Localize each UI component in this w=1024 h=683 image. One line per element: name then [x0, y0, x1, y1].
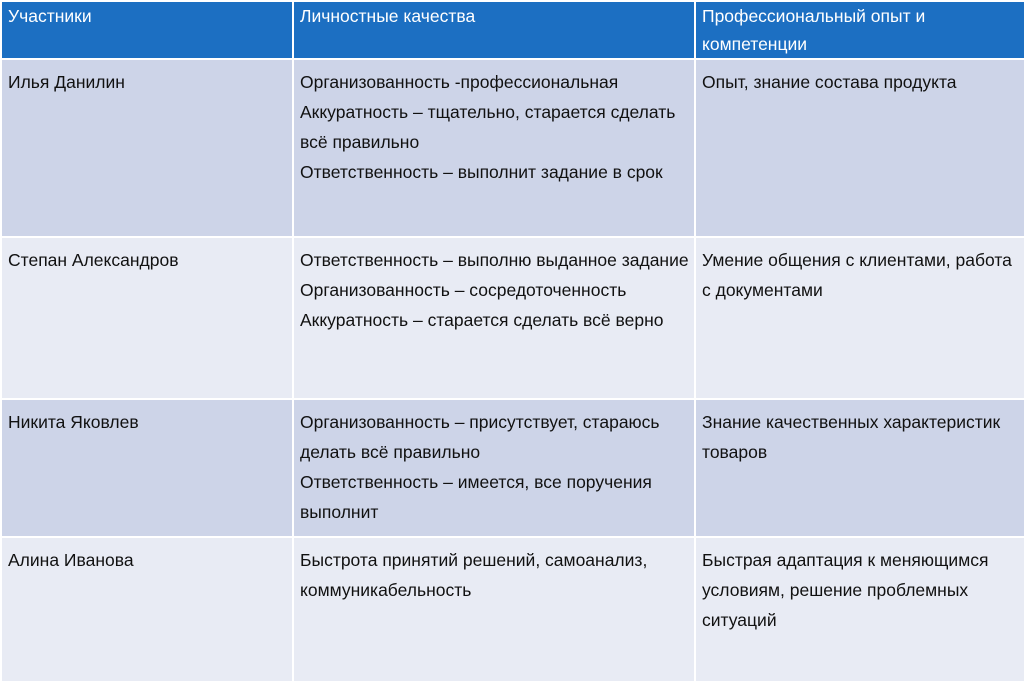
header-personal-qualities: Личностные качества: [293, 1, 695, 59]
personal-qualities-cell: [293, 59, 695, 237]
quality-line: Организованность – сосредоточенность: [300, 280, 627, 300]
table-body: [1, 59, 1024, 682]
experience-cell: Быстрая адаптация к меняющимся условиям, решение проблемных ситуаций: [695, 537, 1024, 682]
experience-cell: Умение общения с клиентами, работа с документами: [695, 237, 1024, 399]
header-participants: Участники: [1, 1, 293, 59]
table-row: [1, 237, 1024, 399]
participant-name: Илья Данилин: [1, 59, 293, 237]
experience-cell: Опыт, знание состава продукта: [695, 59, 1024, 237]
quality-line: Ответственность – выполнит задание в срок: [300, 162, 663, 182]
table-row: [1, 537, 1024, 682]
quality-line: Аккуратность – старается сделать всё верно: [300, 310, 664, 330]
participant-name: Степан Александров: [1, 237, 293, 399]
participant-name: Алина Иванова: [1, 537, 293, 682]
table-header: [1, 1, 1024, 59]
personal-qualities-cell: [293, 399, 695, 537]
quality-line: Аккуратность – тщательно, старается сделать всё правильно: [300, 102, 676, 152]
header-row: [1, 1, 1024, 59]
personal-qualities-cell: [293, 537, 695, 682]
table-row: [1, 399, 1024, 537]
header-professional-experience: Профессиональный опыт и компетенции: [695, 1, 1024, 59]
quality-line: Ответственность – выполню выданное задание: [300, 250, 689, 270]
personal-qualities-cell: [293, 237, 695, 399]
experience-cell: Знание качественных характеристик товаров: [695, 399, 1024, 537]
quality-line: Быстрота принятий решений, самоанализ, коммуникабельность: [300, 550, 648, 600]
participant-name: Никита Яковлев: [1, 399, 293, 537]
quality-line: Ответственность – имеется, все поручения выполнит: [300, 472, 652, 522]
table-row: [1, 59, 1024, 237]
quality-line: Организованность -профессиональная: [300, 72, 619, 92]
quality-line: Организованность – присутствует, стараюсь делать всё правильно: [300, 412, 660, 462]
